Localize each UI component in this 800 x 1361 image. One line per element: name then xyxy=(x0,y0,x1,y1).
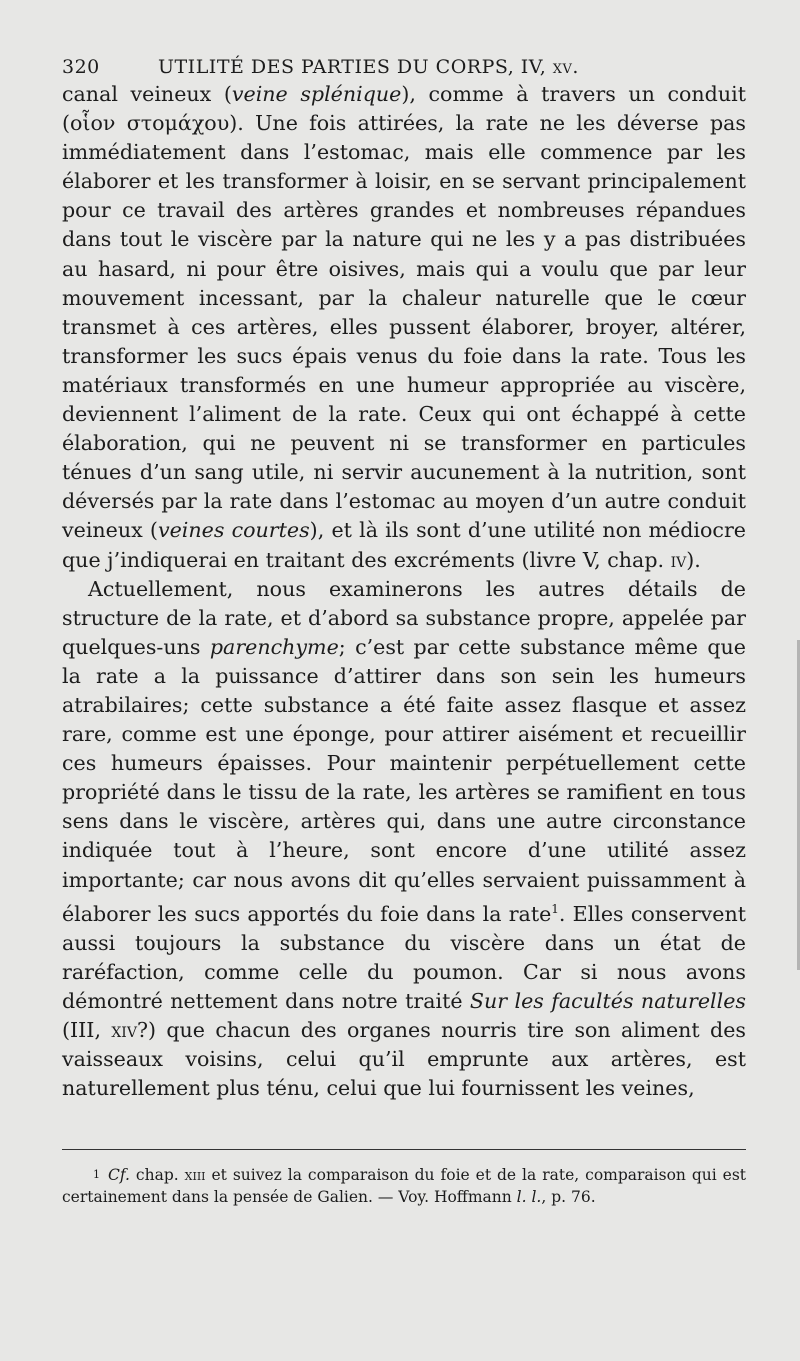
footnote-text xyxy=(62,1166,746,1206)
smallcaps-span: xiv xyxy=(111,1017,137,1042)
running-title: UTILITÉ DES PARTIES DU CORPS, IV, xv. xyxy=(158,56,579,78)
italic-span: Cf. xyxy=(108,1166,130,1185)
paragraph xyxy=(62,80,746,575)
text-span: . Elles conservent aussi toujours la substance du viscère dans un état de raréfaction, comme celle du poumon. Car si nous avons démontré nettement dans notre traité xyxy=(62,901,746,1013)
smallcaps-span: xiii xyxy=(184,1166,206,1185)
italic-span: parenchyme xyxy=(209,634,339,659)
text-span: ?) que chacun des organes nourris tire son aliment des vaisseaux voisins, celui qu’il emprunte aux artères, est naturellement plus ténu, celui que lui fournissent les veines, xyxy=(62,1017,746,1101)
italic-span: veines courtes xyxy=(157,518,310,543)
italic-span: l. l. xyxy=(516,1188,542,1207)
text-span: chap. xyxy=(129,1166,185,1185)
italic-span: Sur les facultés naturelles xyxy=(469,988,746,1013)
paragraph xyxy=(62,575,746,1104)
text-span: , p. 76. xyxy=(541,1188,596,1207)
text-span: Actuellement, nous examinerons les autres détails de structure de la rate, et d’abord sa substance propre, appelée par quelques-uns xyxy=(62,576,746,659)
text-span: (III, xyxy=(62,1017,112,1042)
footnote xyxy=(62,1164,746,1208)
book-page xyxy=(62,56,746,1208)
footnote-mark: 1 xyxy=(93,1168,100,1182)
footnote-ref: 1 xyxy=(551,901,559,916)
text-span: canal veineux ( xyxy=(62,82,232,106)
text-span: ), et là ils sont d’une utilité non médiocre que j’indiquerai en traitant des excréments (livre V, chap. xyxy=(62,518,746,572)
footnote-rule xyxy=(62,1149,746,1150)
text-span: et suivez la comparaison du foie et de la rate, comparaison qui est certainement dans la pensée de Galien. — Voy. Hoffmann xyxy=(62,1166,747,1207)
page-number: 320 xyxy=(62,56,100,78)
text-span: ; c’est par cette substance même que la rate a la puissance d’attirer dans son sein les humeurs atrabilaires; cette substance a été faite assez flasque et assez rare, comme est une éponge, pour attirer aisément et recueillir ces humeurs épaisses. Pour maintenir perpétuellement cette propriété dans le tissu de la rate, les artères se ramifient en tous sens dans le viscère, artères qui, dans une autre circonstance indiquée tout à l’heure, sont encore d’une utilité assez importante; car nous avons dit qu’elles servaient puissamment à élaborer les sucs apportés du foie dans la rate xyxy=(62,634,746,926)
smallcaps-span: iv xyxy=(670,547,687,572)
main-text xyxy=(62,80,746,1103)
text-span: ), comme à travers un conduit (οἷον στομάχου). Une fois attirées, la rate ne les déverse pas immédiatement dans l’estomac, mais elle commence par les élaborer et les transformer à loisir, en se servant principalement pour ce travail des artères grandes et nombreuses répandues dans tout le viscère par la nature qui ne les y a pas distribuées au hasard, ni pour être oisives, mais qui a voulu que par leur mouvement incessant, par la chaleur naturelle que le cœur transmet à ces artères, elles pussent élaborer, broyer, altérer, transformer les sucs épais venus du foie dans la rate. Tous les matériaux transformés en une humeur appropriée au viscère, deviennent l’aliment de la rate. Ceux qui ont échappé à cette élaboration, qui ne peuvent ni se transformer en particules ténues d’un sang utile, ni servir aucunement à la nutrition, sont déversés par la rate dans l’estomac au moyen d’un autre conduit veineux ( xyxy=(62,82,746,543)
italic-span: veine splénique xyxy=(231,82,402,106)
text-span: ). xyxy=(686,547,701,572)
running-head xyxy=(62,56,746,78)
